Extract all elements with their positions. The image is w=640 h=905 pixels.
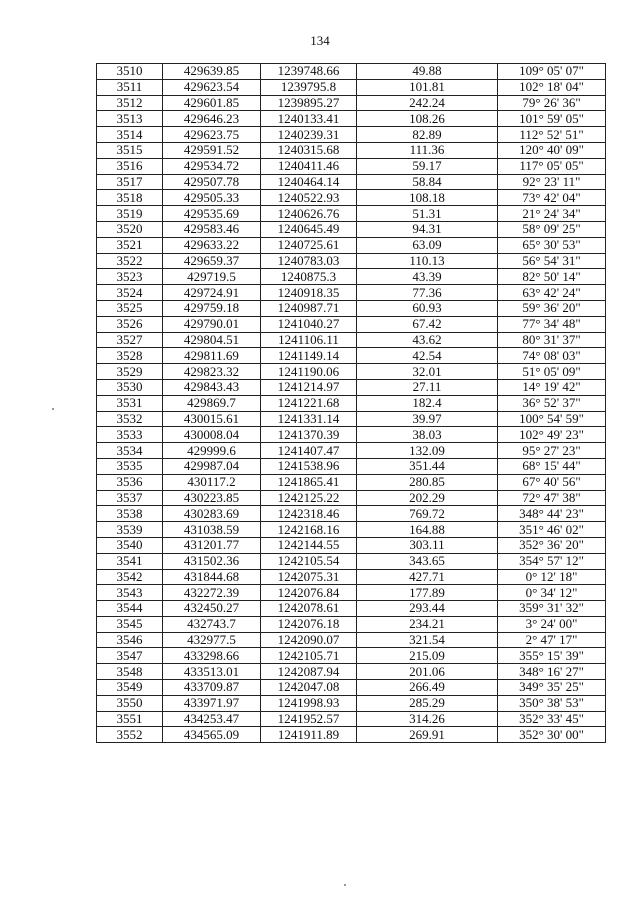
direction-angle-cell: 0° 34' 12" <box>498 585 606 601</box>
distance-cell: 59.17 <box>357 158 498 174</box>
y-coordinate-cell: 1242105.54 <box>261 553 357 569</box>
point-number-cell: 3549 <box>97 680 163 696</box>
table-row <box>97 221 606 237</box>
distance-cell: 32.01 <box>357 364 498 380</box>
direction-angle-cell: 63° 42' 24" <box>498 285 606 301</box>
direction-angle-cell: 350° 38' 53" <box>498 695 606 711</box>
direction-angle-cell: 355° 15' 39" <box>498 648 606 664</box>
y-coordinate-cell: 1239895.27 <box>261 95 357 111</box>
y-coordinate-cell: 1241407.47 <box>261 443 357 459</box>
y-coordinate-cell: 1241149.14 <box>261 348 357 364</box>
x-coordinate-cell: 429869.7 <box>163 395 261 411</box>
direction-angle-cell: 92° 23' 11" <box>498 174 606 190</box>
table-row <box>97 300 606 316</box>
x-coordinate-cell: 433298.66 <box>163 648 261 664</box>
distance-cell: 321.54 <box>357 632 498 648</box>
y-coordinate-cell: 1242090.07 <box>261 632 357 648</box>
y-coordinate-cell: 1242105.71 <box>261 648 357 664</box>
table-row <box>97 585 606 601</box>
y-coordinate-cell: 1241214.97 <box>261 379 357 395</box>
x-coordinate-cell: 429823.32 <box>163 364 261 380</box>
distance-cell: 293.44 <box>357 601 498 617</box>
table-row <box>97 348 606 364</box>
point-number-cell: 3528 <box>97 348 163 364</box>
direction-angle-cell: 112° 52' 51" <box>498 127 606 143</box>
x-coordinate-cell: 429987.04 <box>163 458 261 474</box>
y-coordinate-cell: 1240411.46 <box>261 158 357 174</box>
y-coordinate-cell: 1242076.84 <box>261 585 357 601</box>
direction-angle-cell: 73° 42' 04" <box>498 190 606 206</box>
table-row <box>97 111 606 127</box>
distance-cell: 285.29 <box>357 695 498 711</box>
x-coordinate-cell: 433709.87 <box>163 680 261 696</box>
y-coordinate-cell: 1240315.68 <box>261 142 357 158</box>
distance-cell: 202.29 <box>357 490 498 506</box>
point-number-cell: 3519 <box>97 206 163 222</box>
distance-cell: 27.11 <box>357 379 498 395</box>
y-coordinate-cell: 1240522.93 <box>261 190 357 206</box>
direction-angle-cell: 102° 49' 23" <box>498 427 606 443</box>
distance-cell: 343.65 <box>357 553 498 569</box>
point-number-cell: 3525 <box>97 300 163 316</box>
y-coordinate-cell: 1242168.16 <box>261 522 357 538</box>
point-number-cell: 3531 <box>97 395 163 411</box>
direction-angle-cell: 2° 47' 17" <box>498 632 606 648</box>
direction-angle-cell: 101° 59' 05" <box>498 111 606 127</box>
point-number-cell: 3546 <box>97 632 163 648</box>
table-row <box>97 443 606 459</box>
x-coordinate-cell: 432272.39 <box>163 585 261 601</box>
table-row <box>97 648 606 664</box>
x-coordinate-cell: 434565.09 <box>163 727 261 743</box>
table-row <box>97 632 606 648</box>
y-coordinate-cell: 1240645.49 <box>261 221 357 237</box>
x-coordinate-cell: 430015.61 <box>163 411 261 427</box>
point-number-cell: 3529 <box>97 364 163 380</box>
x-coordinate-cell: 430008.04 <box>163 427 261 443</box>
point-number-cell: 3513 <box>97 111 163 127</box>
table-row <box>97 142 606 158</box>
y-coordinate-cell: 1240783.03 <box>261 253 357 269</box>
y-coordinate-cell: 1240875.3 <box>261 269 357 285</box>
table-row <box>97 379 606 395</box>
x-coordinate-cell: 429790.01 <box>163 316 261 332</box>
x-coordinate-cell: 429601.85 <box>163 95 261 111</box>
y-coordinate-cell: 1241190.06 <box>261 364 357 380</box>
distance-cell: 51.31 <box>357 206 498 222</box>
x-coordinate-cell: 429804.51 <box>163 332 261 348</box>
distance-cell: 49.88 <box>357 64 498 80</box>
x-coordinate-cell: 434253.47 <box>163 711 261 727</box>
table-row <box>97 727 606 743</box>
point-number-cell: 3518 <box>97 190 163 206</box>
point-number-cell: 3542 <box>97 569 163 585</box>
x-coordinate-cell: 433513.01 <box>163 664 261 680</box>
distance-cell: 269.91 <box>357 727 498 743</box>
y-coordinate-cell: 1241538.96 <box>261 458 357 474</box>
table-row <box>97 474 606 490</box>
table-row <box>97 506 606 522</box>
x-coordinate-cell: 431502.36 <box>163 553 261 569</box>
distance-cell: 266.49 <box>357 680 498 696</box>
x-coordinate-cell: 429534.72 <box>163 158 261 174</box>
x-coordinate-cell: 433971.97 <box>163 695 261 711</box>
y-coordinate-cell: 1242318.46 <box>261 506 357 522</box>
distance-cell: 101.81 <box>357 79 498 95</box>
y-coordinate-cell: 1241370.39 <box>261 427 357 443</box>
table-row <box>97 237 606 253</box>
table-row <box>97 680 606 696</box>
direction-angle-cell: 56° 54' 31" <box>498 253 606 269</box>
x-coordinate-cell: 431844.68 <box>163 569 261 585</box>
table-row <box>97 158 606 174</box>
table-row <box>97 553 606 569</box>
y-coordinate-cell: 1241221.68 <box>261 395 357 411</box>
distance-cell: 43.62 <box>357 332 498 348</box>
direction-angle-cell: 59° 36' 20" <box>498 300 606 316</box>
distance-cell: 67.42 <box>357 316 498 332</box>
x-coordinate-cell: 429583.46 <box>163 221 261 237</box>
table-row <box>97 127 606 143</box>
table-row <box>97 664 606 680</box>
direction-angle-cell: 352° 36' 20" <box>498 537 606 553</box>
y-coordinate-cell: 1241911.89 <box>261 727 357 743</box>
point-number-cell: 3530 <box>97 379 163 395</box>
table-row <box>97 95 606 111</box>
direction-angle-cell: 348° 16' 27" <box>498 664 606 680</box>
table-row <box>97 569 606 585</box>
table-row <box>97 79 606 95</box>
point-number-cell: 3539 <box>97 522 163 538</box>
distance-cell: 234.21 <box>357 616 498 632</box>
direction-angle-cell: 68° 15' 44" <box>498 458 606 474</box>
point-number-cell: 3547 <box>97 648 163 664</box>
table-row <box>97 190 606 206</box>
y-coordinate-cell: 1242087.94 <box>261 664 357 680</box>
distance-cell: 39.97 <box>357 411 498 427</box>
x-coordinate-cell: 429811.69 <box>163 348 261 364</box>
distance-cell: 351.44 <box>357 458 498 474</box>
table-row <box>97 458 606 474</box>
distance-cell: 43.39 <box>357 269 498 285</box>
direction-angle-cell: 77° 34' 48" <box>498 316 606 332</box>
x-coordinate-cell: 429639.85 <box>163 64 261 80</box>
point-number-cell: 3527 <box>97 332 163 348</box>
x-coordinate-cell: 429659.37 <box>163 253 261 269</box>
table-row <box>97 395 606 411</box>
y-coordinate-cell: 1241106.11 <box>261 332 357 348</box>
x-coordinate-cell: 429623.54 <box>163 79 261 95</box>
y-coordinate-cell: 1242125.22 <box>261 490 357 506</box>
distance-cell: 58.84 <box>357 174 498 190</box>
x-coordinate-cell: 429633.22 <box>163 237 261 253</box>
direction-angle-cell: 95° 27' 23" <box>498 443 606 459</box>
distance-cell: 164.88 <box>357 522 498 538</box>
y-coordinate-cell: 1240725.61 <box>261 237 357 253</box>
point-number-cell: 3534 <box>97 443 163 459</box>
direction-angle-cell: 58° 09' 25" <box>498 221 606 237</box>
x-coordinate-cell: 429646.23 <box>163 111 261 127</box>
direction-angle-cell: 120° 40' 09" <box>498 142 606 158</box>
point-number-cell: 3537 <box>97 490 163 506</box>
point-number-cell: 3540 <box>97 537 163 553</box>
direction-angle-cell: 74° 08' 03" <box>498 348 606 364</box>
table-row <box>97 695 606 711</box>
direction-angle-cell: 109° 05' 07" <box>498 64 606 80</box>
x-coordinate-cell: 432743.7 <box>163 616 261 632</box>
distance-cell: 111.36 <box>357 142 498 158</box>
point-number-cell: 3515 <box>97 142 163 158</box>
direction-angle-cell: 0° 12' 18" <box>498 569 606 585</box>
x-coordinate-cell: 432977.5 <box>163 632 261 648</box>
direction-angle-cell: 349° 35' 25" <box>498 680 606 696</box>
distance-cell: 769.72 <box>357 506 498 522</box>
distance-cell: 82.89 <box>357 127 498 143</box>
point-number-cell: 3538 <box>97 506 163 522</box>
table-row <box>97 427 606 443</box>
point-number-cell: 3512 <box>97 95 163 111</box>
point-number-cell: 3516 <box>97 158 163 174</box>
distance-cell: 94.31 <box>357 221 498 237</box>
distance-cell: 63.09 <box>357 237 498 253</box>
direction-angle-cell: 14° 19' 42" <box>498 379 606 395</box>
y-coordinate-cell: 1239795.8 <box>261 79 357 95</box>
table-row <box>97 332 606 348</box>
y-coordinate-cell: 1242078.61 <box>261 601 357 617</box>
y-coordinate-cell: 1241331.14 <box>261 411 357 427</box>
point-number-cell: 3521 <box>97 237 163 253</box>
x-coordinate-cell: 431201.77 <box>163 537 261 553</box>
table-row <box>97 285 606 301</box>
direction-angle-cell: 82° 50' 14" <box>498 269 606 285</box>
point-number-cell: 3514 <box>97 127 163 143</box>
direction-angle-cell: 65° 30' 53" <box>498 237 606 253</box>
point-number-cell: 3541 <box>97 553 163 569</box>
x-coordinate-cell: 429507.78 <box>163 174 261 190</box>
direction-angle-cell: 72° 47' 38" <box>498 490 606 506</box>
distance-cell: 108.26 <box>357 111 498 127</box>
table-row <box>97 616 606 632</box>
direction-angle-cell: 352° 30' 00" <box>498 727 606 743</box>
distance-cell: 427.71 <box>357 569 498 585</box>
coordinates-table <box>96 63 606 743</box>
point-number-cell: 3550 <box>97 695 163 711</box>
distance-cell: 201.06 <box>357 664 498 680</box>
x-coordinate-cell: 430283.69 <box>163 506 261 522</box>
table-row <box>97 411 606 427</box>
direction-angle-cell: 36° 52' 37" <box>498 395 606 411</box>
distance-cell: 242.24 <box>357 95 498 111</box>
point-number-cell: 3526 <box>97 316 163 332</box>
point-number-cell: 3533 <box>97 427 163 443</box>
table-row <box>97 601 606 617</box>
x-coordinate-cell: 429759.18 <box>163 300 261 316</box>
x-coordinate-cell: 429999.6 <box>163 443 261 459</box>
point-number-cell: 3532 <box>97 411 163 427</box>
y-coordinate-cell: 1240987.71 <box>261 300 357 316</box>
point-number-cell: 3544 <box>97 601 163 617</box>
table-row <box>97 364 606 380</box>
point-number-cell: 3548 <box>97 664 163 680</box>
point-number-cell: 3536 <box>97 474 163 490</box>
point-number-cell: 3523 <box>97 269 163 285</box>
direction-angle-cell: 51° 05' 09" <box>498 364 606 380</box>
direction-angle-cell: 79° 26' 36" <box>498 95 606 111</box>
distance-cell: 182.4 <box>357 395 498 411</box>
table-row <box>97 253 606 269</box>
scan-speck <box>52 408 54 410</box>
direction-angle-cell: 348° 44' 23" <box>498 506 606 522</box>
x-coordinate-cell: 431038.59 <box>163 522 261 538</box>
x-coordinate-cell: 429535.69 <box>163 206 261 222</box>
table-row <box>97 316 606 332</box>
direction-angle-cell: 351° 46' 02" <box>498 522 606 538</box>
y-coordinate-cell: 1241040.27 <box>261 316 357 332</box>
table-row <box>97 711 606 727</box>
point-number-cell: 3517 <box>97 174 163 190</box>
distance-cell: 132.09 <box>357 443 498 459</box>
y-coordinate-cell: 1240918.35 <box>261 285 357 301</box>
table-row <box>97 269 606 285</box>
direction-angle-cell: 102° 18' 04" <box>498 79 606 95</box>
direction-angle-cell: 117° 05' 05" <box>498 158 606 174</box>
direction-angle-cell: 359° 31' 32" <box>498 601 606 617</box>
table-row <box>97 490 606 506</box>
point-number-cell: 3511 <box>97 79 163 95</box>
direction-angle-cell: 354° 57' 12" <box>498 553 606 569</box>
x-coordinate-cell: 429719.5 <box>163 269 261 285</box>
distance-cell: 215.09 <box>357 648 498 664</box>
table-row <box>97 206 606 222</box>
y-coordinate-cell: 1241952.57 <box>261 711 357 727</box>
direction-angle-cell: 67° 40' 56" <box>498 474 606 490</box>
point-number-cell: 3510 <box>97 64 163 80</box>
point-number-cell: 3524 <box>97 285 163 301</box>
point-number-cell: 3552 <box>97 727 163 743</box>
direction-angle-cell: 3° 24' 00" <box>498 616 606 632</box>
table-row <box>97 537 606 553</box>
x-coordinate-cell: 430223.85 <box>163 490 261 506</box>
x-coordinate-cell: 429623.75 <box>163 127 261 143</box>
distance-cell: 303.11 <box>357 537 498 553</box>
point-number-cell: 3551 <box>97 711 163 727</box>
point-number-cell: 3543 <box>97 585 163 601</box>
distance-cell: 38.03 <box>357 427 498 443</box>
x-coordinate-cell: 429505.33 <box>163 190 261 206</box>
y-coordinate-cell: 1241865.41 <box>261 474 357 490</box>
distance-cell: 77.36 <box>357 285 498 301</box>
page-number: 134 <box>310 33 330 48</box>
x-coordinate-cell: 429591.52 <box>163 142 261 158</box>
y-coordinate-cell: 1239748.66 <box>261 64 357 80</box>
point-number-cell: 3545 <box>97 616 163 632</box>
table-row <box>97 174 606 190</box>
distance-cell: 60.93 <box>357 300 498 316</box>
distance-cell: 42.54 <box>357 348 498 364</box>
coordinates-table-body <box>97 64 606 743</box>
distance-cell: 177.89 <box>357 585 498 601</box>
distance-cell: 108.18 <box>357 190 498 206</box>
table-row <box>97 522 606 538</box>
direction-angle-cell: 352° 33' 45" <box>498 711 606 727</box>
point-number-cell: 3520 <box>97 221 163 237</box>
y-coordinate-cell: 1240133.41 <box>261 111 357 127</box>
point-number-cell: 3535 <box>97 458 163 474</box>
y-coordinate-cell: 1240464.14 <box>261 174 357 190</box>
scan-speck <box>344 884 346 886</box>
distance-cell: 314.26 <box>357 711 498 727</box>
direction-angle-cell: 100° 54' 59" <box>498 411 606 427</box>
table-row <box>97 64 606 80</box>
direction-angle-cell: 80° 31' 37" <box>498 332 606 348</box>
x-coordinate-cell: 429724.91 <box>163 285 261 301</box>
distance-cell: 280.85 <box>357 474 498 490</box>
y-coordinate-cell: 1241998.93 <box>261 695 357 711</box>
x-coordinate-cell: 432450.27 <box>163 601 261 617</box>
y-coordinate-cell: 1240239.31 <box>261 127 357 143</box>
y-coordinate-cell: 1242047.08 <box>261 680 357 696</box>
y-coordinate-cell: 1242076.18 <box>261 616 357 632</box>
point-number-cell: 3522 <box>97 253 163 269</box>
y-coordinate-cell: 1240626.76 <box>261 206 357 222</box>
distance-cell: 110.13 <box>357 253 498 269</box>
y-coordinate-cell: 1242075.31 <box>261 569 357 585</box>
y-coordinate-cell: 1242144.55 <box>261 537 357 553</box>
direction-angle-cell: 21° 24' 34" <box>498 206 606 222</box>
x-coordinate-cell: 430117.2 <box>163 474 261 490</box>
x-coordinate-cell: 429843.43 <box>163 379 261 395</box>
